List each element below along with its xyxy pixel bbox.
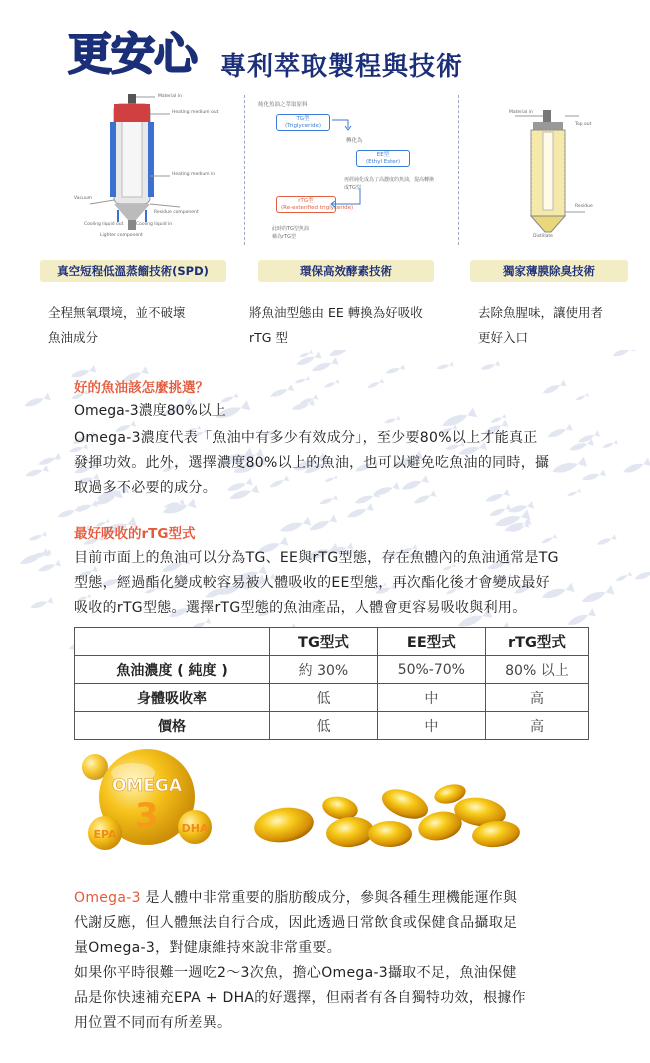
omega-label: OMEGA [111, 776, 183, 796]
fish-shape [541, 380, 566, 397]
table-cell: 高 [485, 712, 588, 740]
body-line [74, 886, 619, 911]
body-line: 目前市面上的魚油可以分為TG、EE與rTG型態，存在魚體內的魚油通常是TG [74, 550, 559, 566]
omega-3-description [74, 886, 619, 1036]
page-title: 專利萃取製程與技術 [220, 52, 464, 82]
flow-arrows [248, 92, 448, 242]
omega-number: 3 [135, 796, 159, 836]
body-text: 是人體中非常重要的脂肪酸成分，參與各種生理機能運作與 [140, 890, 518, 906]
desc-line: 去除魚腥味，讓使用者 [478, 305, 604, 320]
spd-label: Lighter component [100, 233, 143, 238]
comparison-table [74, 627, 589, 740]
row-header: 魚油濃度 ( 純度 ) [75, 656, 270, 684]
body-line: Omega-3濃度代表「魚油中有多少有效成分」，至少要80%以上才能真正 [74, 430, 538, 446]
fish-shape [436, 362, 454, 371]
enzyme-flow-diagram [248, 92, 448, 242]
divider [458, 95, 459, 245]
fish-shape [507, 501, 534, 515]
table-cell: 約 30% [270, 656, 378, 684]
table-cell: 高 [485, 684, 588, 712]
fish-shape [310, 357, 338, 374]
thin-film-diagram [505, 92, 595, 242]
epa-label: EPA [93, 828, 117, 841]
rtg-box: rTG型 (Re-esterified triglyceride) [276, 196, 336, 213]
body-line: 用位置不同而有所差異。 [74, 1015, 232, 1031]
tech-description [478, 300, 628, 350]
body-line: 如果你平時很難一週吃2～3次魚，擔心Omega-3攝取不足，魚油保健 [74, 965, 517, 981]
table-header [75, 628, 270, 656]
desc-line: rTG 型 [249, 330, 288, 345]
spd-label: Heating medium in [172, 172, 216, 177]
omega-3-badge-icon [75, 745, 225, 860]
table-cell: 低 [270, 684, 378, 712]
film-label: Top out [575, 122, 592, 127]
fish-shape [323, 379, 339, 389]
ee-box: EE型 (Ethyl Ester) [356, 150, 410, 167]
film-label: Residue [575, 204, 593, 209]
tech-label-enzyme: 環保高效酵素技術 [258, 260, 434, 282]
enzyme-top-text: 純化魚油之萃取原料 [258, 102, 308, 108]
body-line: 量Omega-3，對健康維持來說非常重要。 [74, 940, 341, 956]
section-body [74, 426, 619, 501]
table-cell: 低 [270, 712, 378, 740]
fish-shape [366, 378, 384, 390]
tech-label-spd: 真空短程低溫蒸餾技術(SPD) [40, 260, 226, 282]
desc-line: 全程無氧環境，並不破壞 [48, 305, 186, 320]
fish-oil-capsules-image [240, 780, 540, 860]
table-cell: 中 [377, 712, 485, 740]
desc-line: 魚油成分 [48, 330, 99, 345]
fish-shape [308, 515, 338, 534]
fish-shape [327, 350, 357, 360]
row-header: 價格 [75, 712, 270, 740]
spd-label: Cooling liquid out [84, 222, 124, 227]
table-row [75, 712, 589, 740]
table-row [75, 684, 589, 712]
fish-shape [56, 505, 81, 520]
fish-shape [23, 393, 51, 410]
fish-shape [28, 531, 47, 542]
desc-line: 更好入口 [478, 330, 529, 345]
fish-shape [540, 534, 557, 545]
spd-label: Material in [158, 94, 182, 99]
tech-description [249, 300, 454, 350]
table-header: rTG型式 [485, 628, 588, 656]
enzyme-step-2: 再經純化成為了高濃度的魚油，提高轉換成TG型 [344, 177, 435, 191]
body-line: 代謝反應，但人體無法自行合成，因此透過日常飲食或保健食品攝取足 [74, 915, 518, 931]
enzyme-step-3: 此時的TG型魚油 稱為rTG型 [272, 226, 309, 240]
spd-label: Vacuum [74, 196, 93, 201]
section-subheading: Omega-3濃度80%以上 [74, 403, 226, 419]
body-line: 品是你快速補充EPA + DHA的好選擇，但兩者有各自獨特功效，根據作 [74, 990, 526, 1006]
row-header: 身體吸收率 [75, 684, 270, 712]
fish-shape [611, 350, 635, 359]
fish-shape [161, 498, 196, 517]
spd-label: Heating medium out [172, 110, 219, 115]
fish-shape [24, 465, 49, 479]
body-line: 型態，經過酯化變成較容易被人體吸收的EE型態，再次酯化後才會變成最好 [74, 575, 550, 591]
tech-label-film: 獨家薄膜除臭技術 [470, 260, 628, 282]
fish-shape [384, 416, 401, 425]
tg-box: TG型 (Triglyceride) [276, 114, 330, 131]
table-row [75, 656, 589, 684]
spd-distillation-diagram [70, 92, 219, 242]
table-header: EE型式 [377, 628, 485, 656]
spd-label: Cooling liquid in [136, 222, 173, 227]
table-cell: 50%-70% [377, 656, 485, 684]
section-heading: 最好吸收的rTG型式 [74, 526, 196, 542]
tech-description [48, 300, 228, 350]
body-line: 取過多不必要的成分。 [74, 480, 217, 496]
desc-line: 將魚油型態由 EE 轉換為好吸收 [249, 305, 423, 320]
body-line: 吸收的rTG型態。選擇rTG型態的魚油產品，人體會更容易吸收與利用。 [74, 600, 527, 616]
body-line: 發揮功效。此外，選擇濃度80%以上的魚油，也可以避免吃魚油的同時，攝 [74, 455, 550, 471]
fish-shape [74, 500, 98, 514]
fish-shape [633, 567, 650, 582]
fish-shape [37, 560, 61, 575]
table-header-row [75, 628, 589, 656]
fish-shape [294, 376, 310, 385]
fish-shape [622, 458, 650, 476]
table-header: TG型式 [270, 628, 378, 656]
section-body [74, 546, 619, 621]
fish-shape [385, 364, 406, 376]
fish-shape [279, 517, 312, 536]
table-cell: 80% 以上 [485, 656, 588, 684]
enzyme-step-1: 轉化為 [346, 138, 363, 144]
section-heading: 好的魚油該怎麼挑選？ [74, 380, 209, 396]
table-cell: 中 [377, 684, 485, 712]
film-label: Distillate [533, 234, 553, 239]
capsule-group [252, 781, 521, 849]
fish-shape [29, 597, 53, 611]
fish-shape [345, 503, 373, 521]
spd-label: Residue component [154, 210, 199, 215]
fish-shape [269, 384, 294, 400]
fish-shape [575, 393, 589, 402]
film-label: Material in [509, 110, 533, 115]
dha-label: DHA [181, 822, 209, 835]
title-emphasis: 更安心 [68, 29, 197, 80]
divider [244, 95, 245, 245]
omega-3-highlight: Omega-3 [74, 890, 141, 906]
fish-shape [488, 504, 511, 519]
fish-shape [480, 361, 500, 372]
